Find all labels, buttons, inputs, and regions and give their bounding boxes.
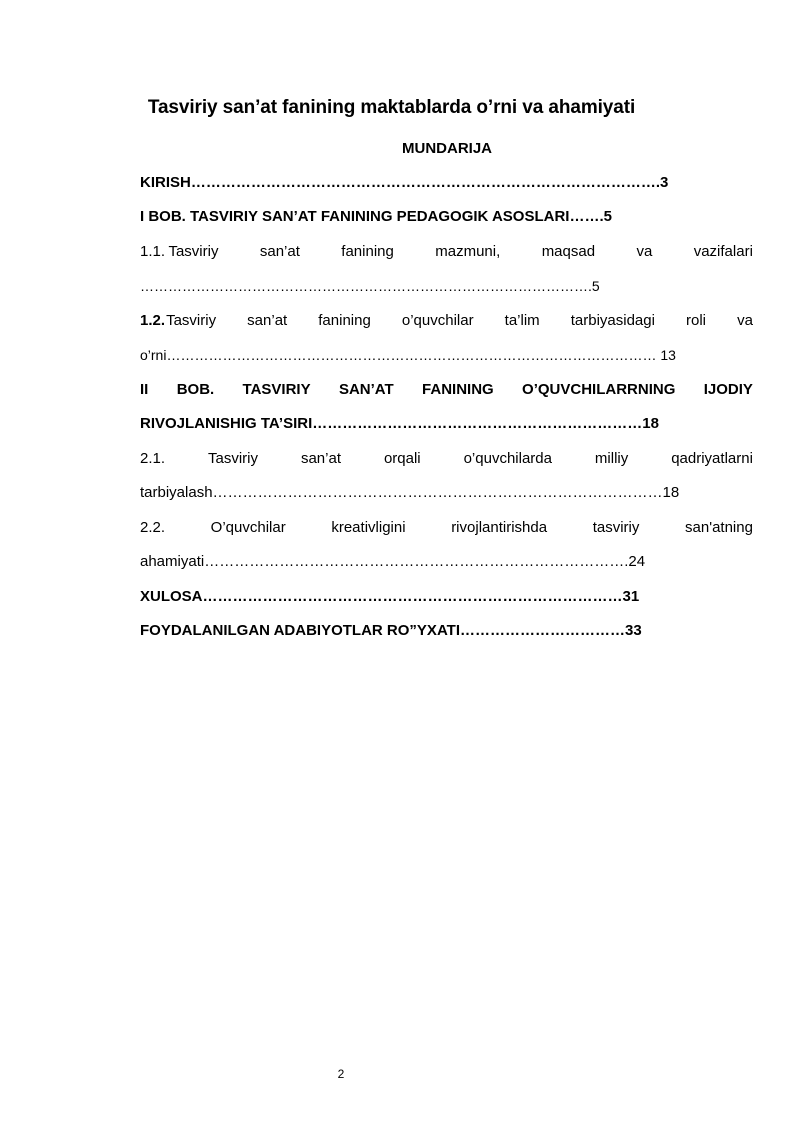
toc-word: fanining (318, 312, 371, 329)
toc-word: qadriyatlarni (671, 450, 753, 467)
toc-entry-2-2-line2[interactable]: ahamiyati………………………………………………………………………….24 (140, 553, 646, 570)
toc-heading (0, 140, 800, 157)
toc-word: BOB. (176, 381, 215, 398)
toc-word: TASVIRIY (242, 381, 311, 398)
toc-entry-chapter-2-line1[interactable] (140, 380, 753, 400)
toc-word: 1.1. (140, 243, 166, 260)
page-number (0, 1067, 800, 1081)
toc-word: Tasviriy (166, 312, 217, 329)
document-title-text: Tasviriy san’at fanining maktablarda o’rni va ahamiyati (147, 97, 636, 118)
toc-entry-xulosa[interactable]: XULOSA…………………………………………………………………………31 (140, 588, 640, 605)
toc-entry-1-2-line1[interactable] (140, 311, 753, 331)
toc-word: Tasviriy (207, 450, 258, 467)
toc-word: mazmuni, (435, 243, 501, 260)
toc-entry-2-2-line1[interactable] (140, 518, 753, 538)
toc-word: san’at (259, 243, 300, 260)
toc-word: IJODIY (703, 381, 753, 398)
toc-entry-references[interactable]: FOYDALANILGAN ADABIYOTLAR RO”YXATI……………………………33 (140, 622, 642, 639)
toc-word: va (737, 312, 753, 329)
toc-entry-kirish[interactable]: KIRISH………………………………………………………………………………….3 (140, 174, 669, 191)
toc-word: O’QUVCHILARRNING (522, 381, 676, 398)
toc-entry-1-2-line2[interactable]: o’rni…………………………………………………………………………………………… 13 (140, 347, 676, 363)
toc-word: maqsad (541, 243, 596, 260)
toc-word: san’at (247, 312, 288, 329)
toc-word: orqali (383, 450, 421, 467)
toc-word: O’quvchilar (210, 519, 286, 536)
toc-word: san’at (300, 450, 341, 467)
toc-word: tarbiyasidagi (570, 312, 655, 329)
toc-word: FANINING (422, 381, 494, 398)
toc-word: o’quvchilarda (463, 450, 552, 467)
toc-word: o’quvchilar (401, 312, 474, 329)
toc-word: fanining (341, 243, 394, 260)
toc-word: vazifalari (693, 243, 753, 260)
page-number-text: 2 (337, 1067, 345, 1081)
toc-entry-chapter-1[interactable]: I BOB. TASVIRIY SAN’AT FANINING PEDAGOGIK ASOSLARI…….5 (140, 208, 612, 225)
toc-word: ta’lim (504, 312, 540, 329)
toc-word-number: 1.2. (140, 312, 166, 329)
toc-word: Tasviriy (168, 243, 219, 260)
toc-word: SAN’AT (338, 381, 394, 398)
toc-word: va (636, 243, 653, 260)
toc-heading-text: MUNDARIJA (402, 140, 492, 157)
toc-word: san'atning (685, 519, 753, 536)
toc-word: rivojlantirishda (451, 519, 548, 536)
toc-word: kreativligini (331, 519, 406, 536)
toc-word: roli (686, 312, 707, 329)
toc-word: 2.1. (140, 450, 166, 467)
toc-entry-chapter-2-line2[interactable]: RIVOJLANISHIG TA’SIRI…………………………………………………………18 (140, 415, 659, 432)
toc-word: milliy (594, 450, 629, 467)
toc-word: tasviriy (592, 519, 640, 536)
toc-entry-1-1-line1[interactable] (140, 242, 753, 262)
toc-entry-2-1-line1[interactable] (140, 449, 753, 469)
toc-word: 2.2. (140, 519, 166, 536)
toc-word: II (140, 381, 149, 398)
document-title (0, 97, 800, 119)
toc-entry-2-1-line2[interactable]: tarbiyalash………………………………………………………………………………18 (140, 484, 680, 501)
toc-entry-1-1-line2[interactable]: …………………………………………………………………………………….5 (140, 278, 600, 294)
